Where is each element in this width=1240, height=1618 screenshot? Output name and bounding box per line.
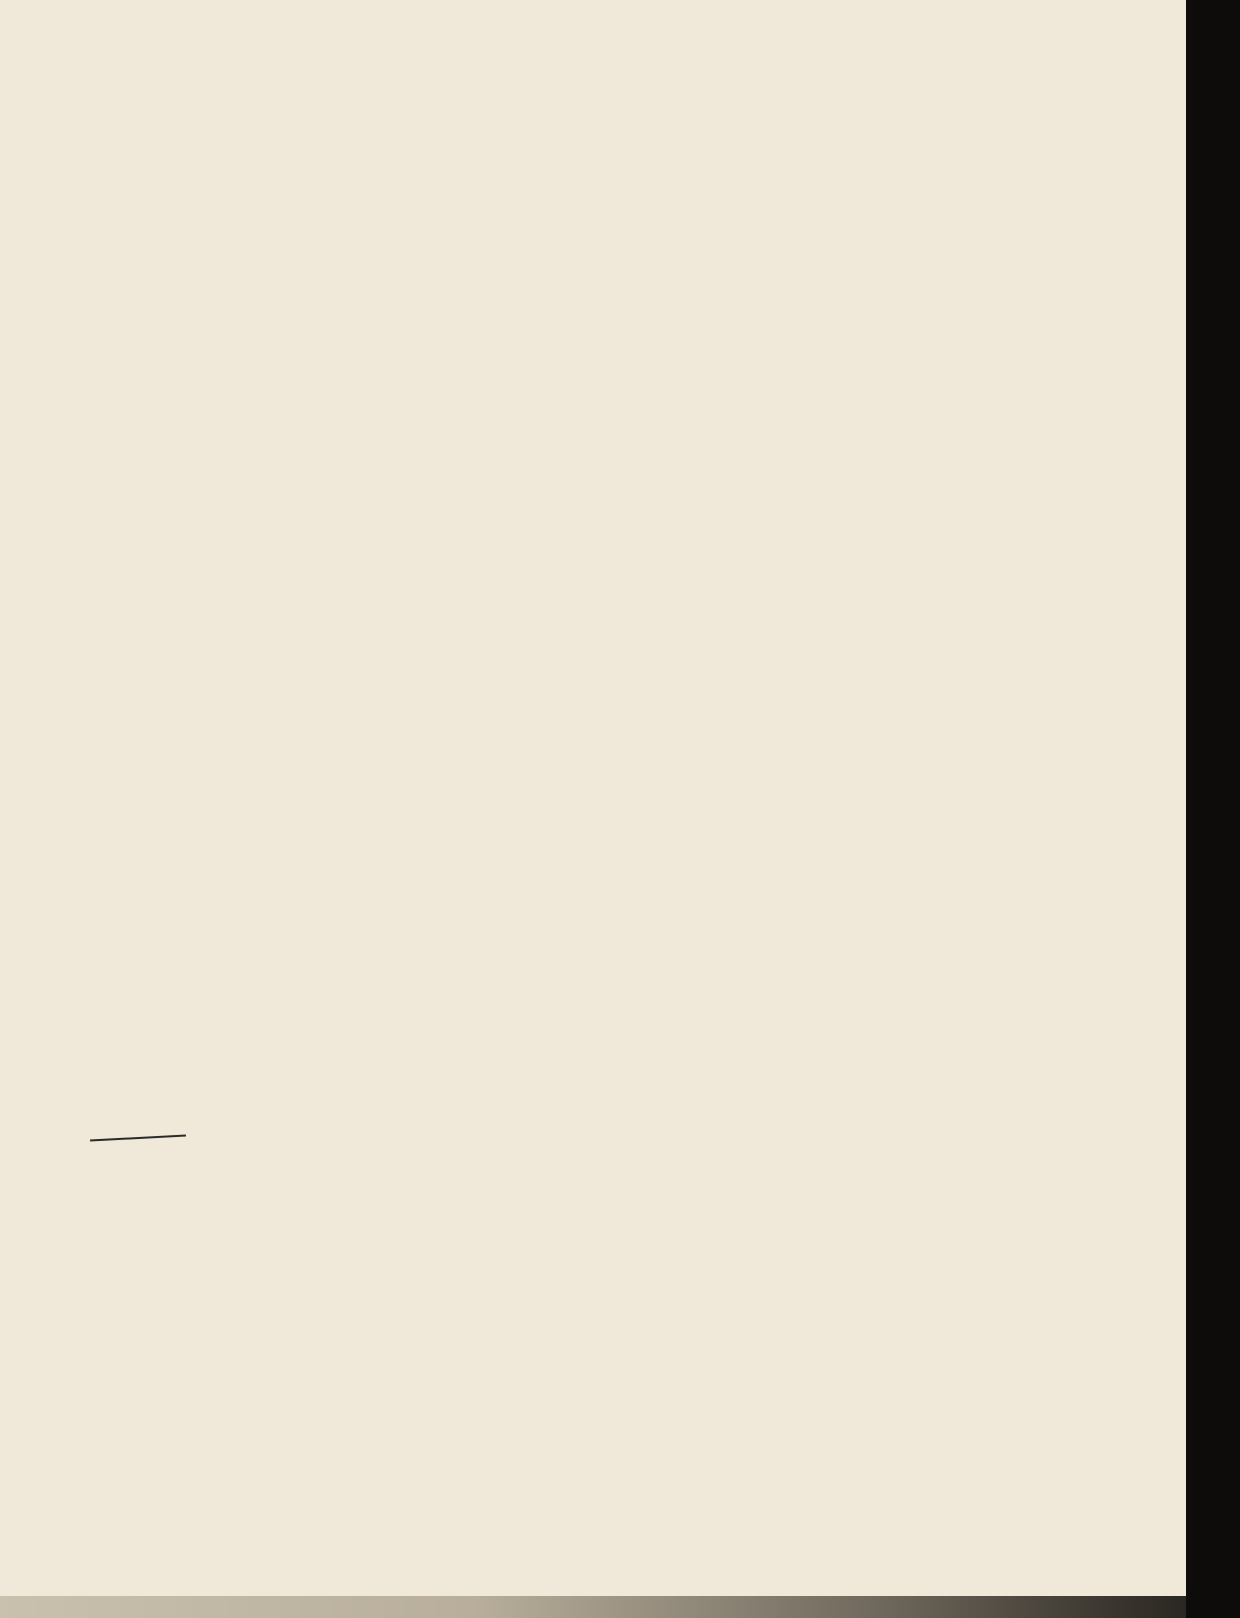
- scan-shadow-edge: [1186, 0, 1240, 1618]
- scan-bottom-edge: [0, 1596, 1186, 1618]
- handwritten-margin-line: [90, 1134, 186, 1141]
